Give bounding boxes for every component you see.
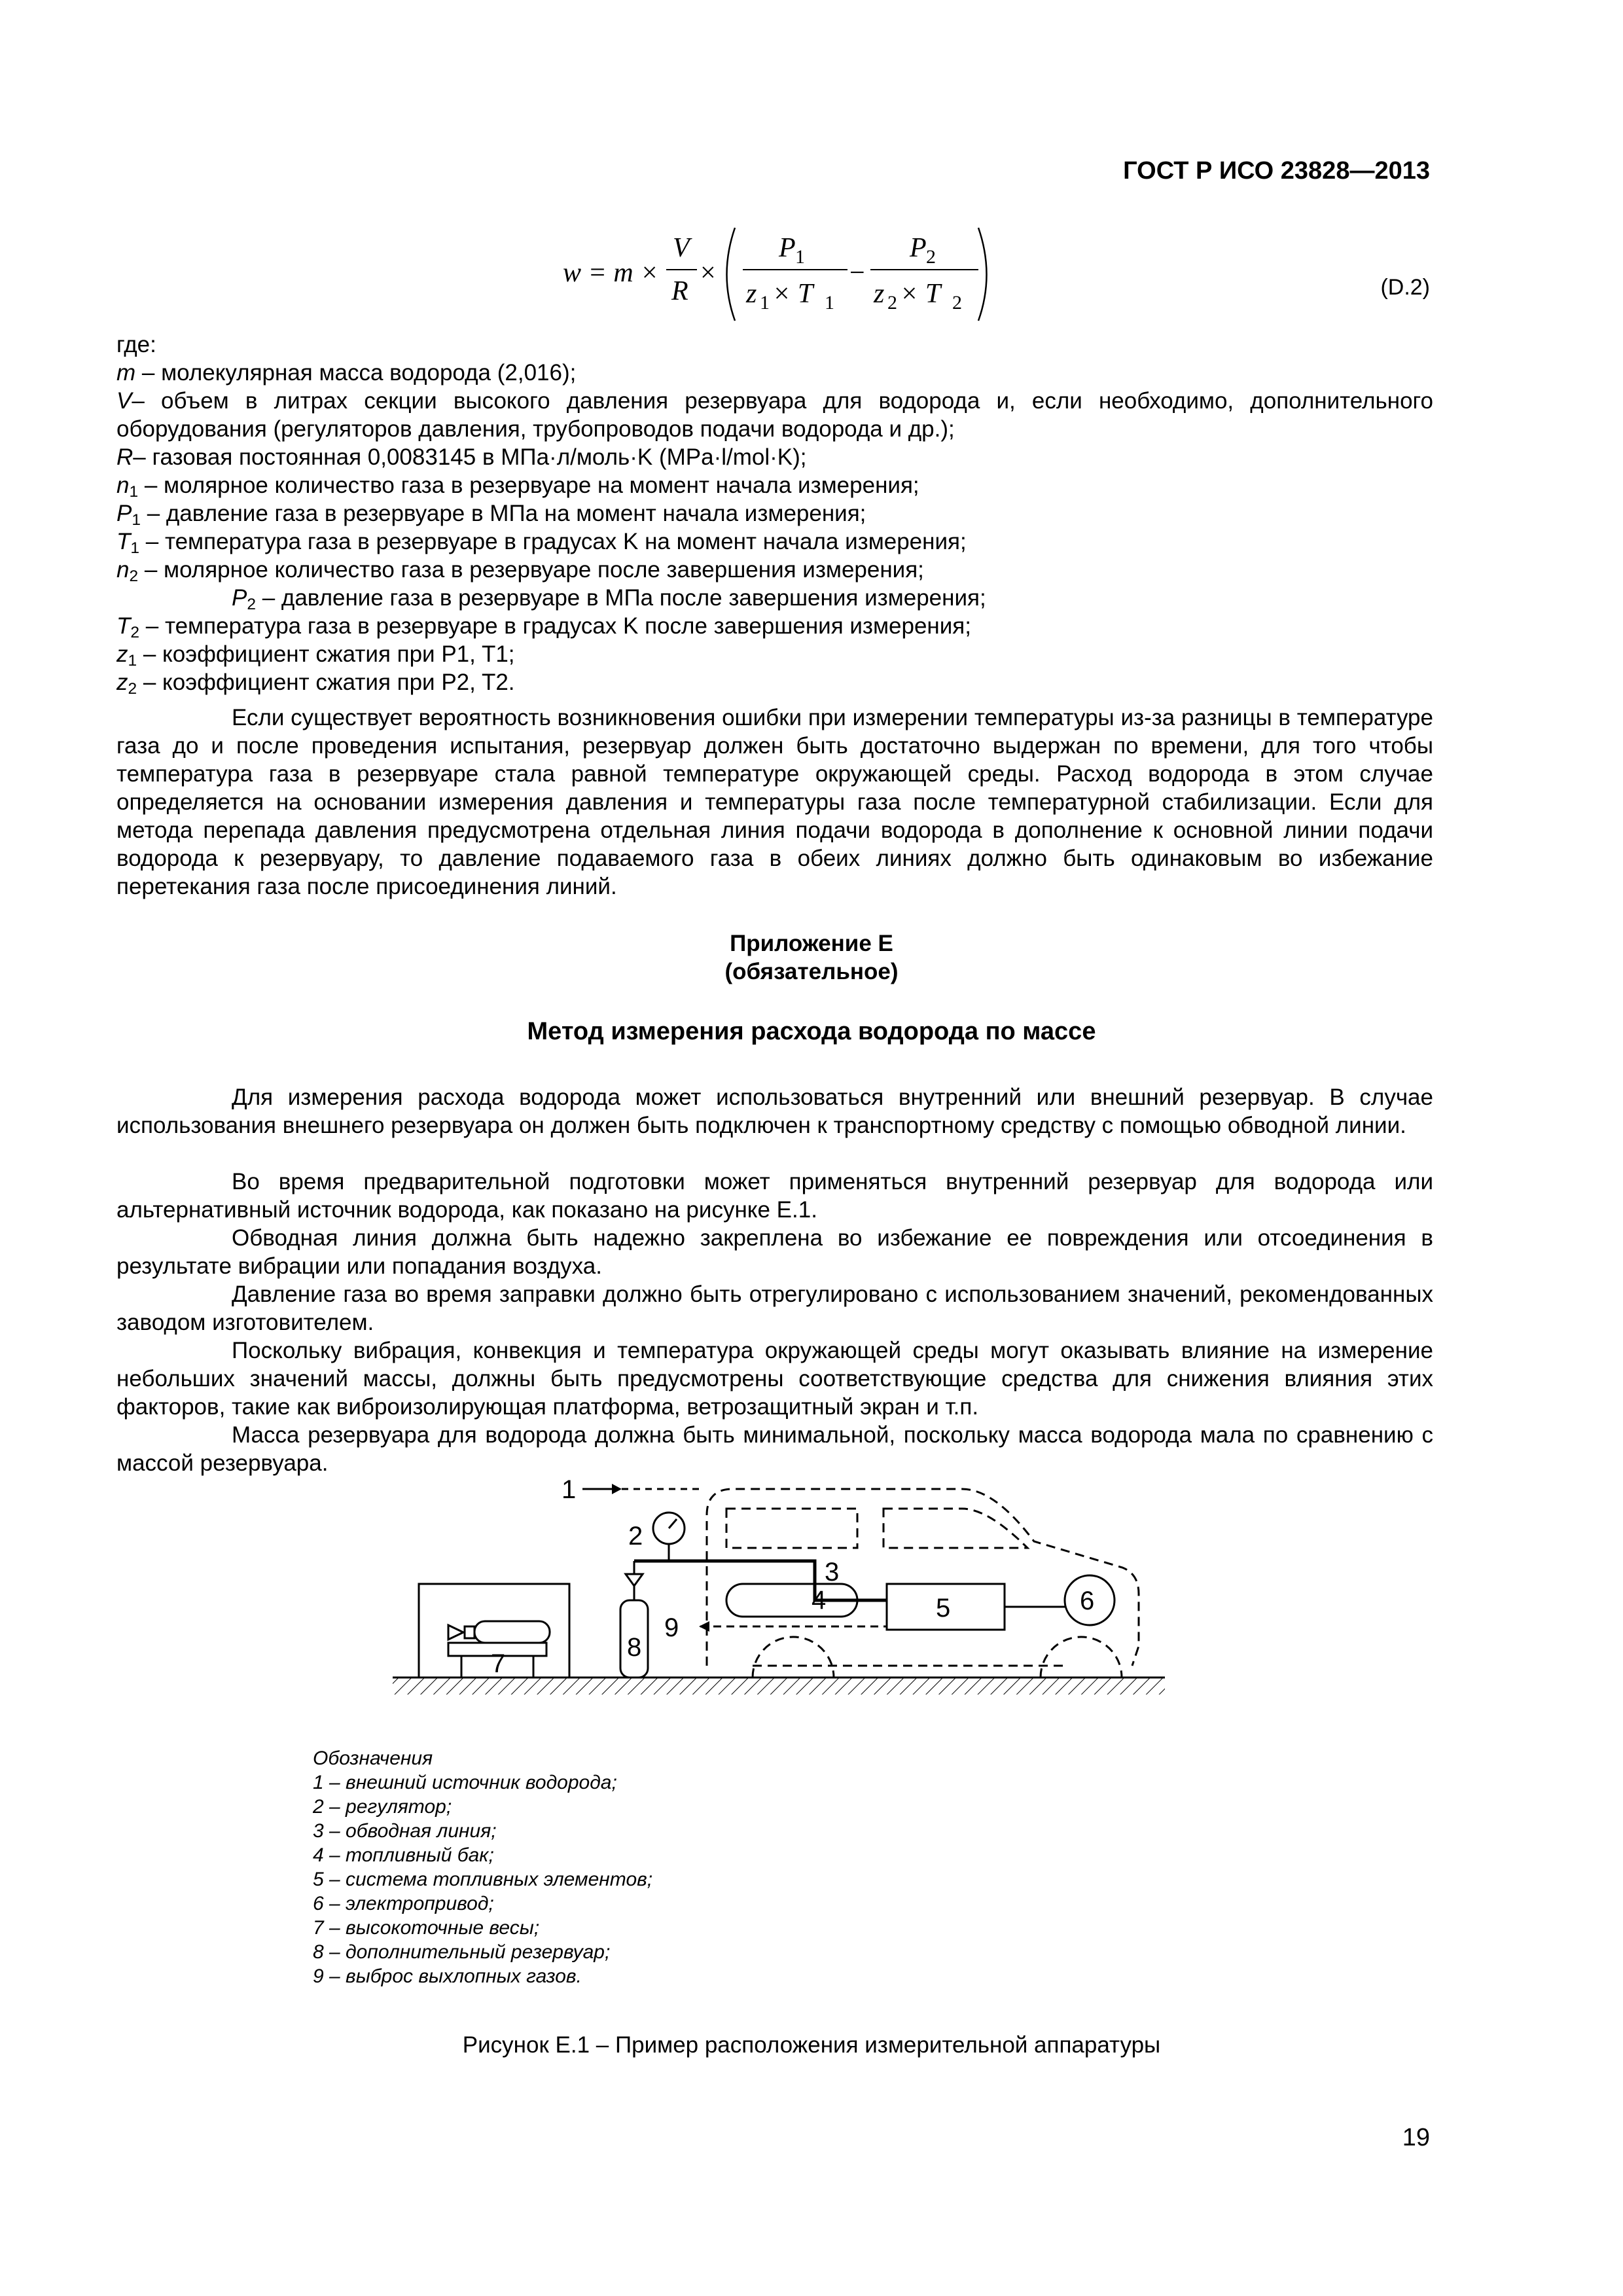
definition-item: V– объем в литрах секции высокого давления резервуара для водорода и, если необходимо, дополнительного — [116, 388, 1433, 414]
fig-label-8: 8 — [627, 1633, 642, 1662]
body-paragraph: Обводная линия должна быть надежно закреплена во избежание ее повреждения или отсоединения в результате вибрации или попадания воздуха. — [116, 1225, 1433, 1279]
legend-item: 5 – система топливных элементов; — [313, 1869, 653, 1890]
eq-z1-sub: 1 — [760, 292, 770, 314]
external-cylinder — [474, 1621, 550, 1643]
legend-item: 4 – топливный бак; — [313, 1844, 494, 1866]
legend-item: 6 – электропривод; — [313, 1893, 494, 1914]
rear-wheel — [753, 1637, 834, 1677]
vehicle-body — [707, 1489, 1139, 1666]
body-paragraph: Для измерения расхода водорода может использоваться внутренний или внешний резервуар. В случае использования внешнего резервуара он должен быть подключен к транспортному средству с помощью обводной линии. — [116, 1085, 1433, 1138]
page-number: 19 — [1402, 2124, 1430, 2151]
annex-title: Приложение E — [730, 931, 893, 956]
eq-v: V — [673, 233, 690, 263]
eq-p2-sub: 2 — [926, 246, 936, 268]
legend-item: 2 – регулятор; — [313, 1796, 452, 1818]
eq-p1: P — [779, 233, 796, 263]
fig-label-9: 9 — [664, 1613, 679, 1642]
definition-item: $z_1$ – коэффициент сжатия при P1, T1; — [116, 641, 515, 670]
eq-p2: P — [910, 233, 927, 263]
fig-label-1: 1 — [562, 1475, 577, 1504]
body-paragraph: Поскольку вибрация, конвекция и температура окружающей среды могут оказывать влияние на измерение небольших значений массы, должны быть предусмотрены соответствующие средства для снижения влияния этих факторов, такие как виброизолирующая платформа, ветрозащитный экран и т.п. — [116, 1338, 1433, 1420]
definition-item: R– газовая постоянная 0,0083145 в МПа·л/моль·K (MPa·l/mol·K); — [116, 444, 807, 470]
fig-label-5: 5 — [936, 1594, 951, 1623]
bypass-line — [634, 1561, 887, 1600]
figure-caption: Рисунок E.1 – Пример расположения измерительной аппаратуры — [462, 2032, 1161, 2058]
definition-item: $n_2$ – молярное количество газа в резервуаре после завершения измерения; — [116, 557, 924, 586]
legend-item: 1 – внешний источник водорода; — [313, 1772, 617, 1793]
legend-item: 7 – высокоточные весы; — [313, 1917, 540, 1939]
equation-number: (D.2) — [1380, 275, 1430, 300]
definition-item: m – молекулярная масса водорода (2,016); — [116, 360, 577, 386]
definitions-list — [116, 331, 1433, 696]
front-wheel — [1041, 1637, 1122, 1677]
svg-text:−: − — [849, 258, 865, 288]
paragraph: Если существует вероятность возникновения ошибки при измерении температуры из-за разницы в температуре газа до и после проведения испытания, резервуар должен быть достаточно выдержан по времени, для того чтобы температура газа в резервуаре стала равной температуре окружающей среды. Расход водорода в этом случае определяется на основании измерения давления и температуры газа после температурной стабилизации. Если для метода перепада давления предусмотрена отдельная линия подачи водорода в дополнение к основной линии подачи водорода к резервуару, то давление подаваемого газа в обеих линиях должно быть одинаковым во избежание перетекания газа после присоединения линий. — [116, 705, 1433, 899]
eq-t2: × T — [900, 279, 941, 309]
figure-e1-diagram — [386, 1469, 1171, 1712]
annex-heading: Метод измерения расхода водорода по массе — [527, 1018, 1096, 1045]
legend-title: Обозначения — [313, 1748, 433, 1769]
body-paragraph: Во время предварительной подготовки может применяться внутренний резервуар для водорода или альтернативный источник водорода, как показано на рисунке E.1. — [116, 1169, 1433, 1223]
legend-item: 8 – дополнительный резервуар; — [313, 1941, 611, 1963]
where-label: где: — [116, 332, 156, 357]
eq-r: R — [671, 276, 688, 306]
fig-label-2: 2 — [628, 1522, 643, 1551]
equation-d2 — [550, 216, 995, 327]
legend-item: 3 – обводная линия; — [313, 1820, 497, 1842]
body-paragraph: Масса резервуара для водорода должна быть минимальной, поскольку масса водорода мала по сравнению с массой резервуара. — [116, 1422, 1433, 1476]
document-header: ГОСТ Р ИСО 23828—2013 — [1123, 157, 1430, 185]
eq-p1-sub: 1 — [795, 246, 805, 268]
definition-item: $T_1$ – температура газа в резервуаре в градусах K на момент начала измерения; — [116, 529, 967, 558]
definition-item: $T_2$ – температура газа в резервуаре в градусах K после завершения измерения; — [116, 613, 971, 642]
annex-status: (обязательное) — [724, 959, 899, 984]
eq-lhs: w = m × — [563, 258, 659, 288]
svg-text:×: × — [700, 258, 716, 288]
ground — [393, 1677, 1165, 1695]
figure-legend — [313, 1746, 652, 1988]
fig-label-4: 4 — [812, 1586, 827, 1615]
definition-item: $P_1$ – давление газа в резервуаре в МПа на момент начала измерения; — [116, 501, 866, 529]
fig-label-7: 7 — [491, 1649, 506, 1678]
eq-t1: × T — [772, 279, 813, 309]
body-paragraph: Давление газа во время заправки должно быть отрегулировано с использованием значений, рекомендованных заводом изготовителем. — [116, 1282, 1433, 1335]
definition-item: оборудования (регуляторов давления, трубопроводов подачи водорода и др.); — [116, 416, 955, 442]
fig-label-3: 3 — [825, 1558, 840, 1587]
eq-z2: z — [874, 279, 885, 309]
definition-item: $n_1$ – молярное количество газа в резервуаре на момент начала измерения; — [116, 473, 919, 501]
eq-z1: z — [746, 279, 757, 309]
eq-z2-sub: 2 — [887, 292, 897, 314]
legend-item: 9 – выброс выхлопных газов. — [313, 1965, 582, 1987]
eq-t1-sub: 1 — [825, 292, 834, 314]
definition-item: $P_2$ – давление газа в резервуаре в МПа после завершения измерения; — [232, 585, 986, 614]
eq-t2-sub: 2 — [952, 292, 962, 314]
definition-item: $z_2$ – коэффициент сжатия при P2, T2. — [116, 670, 515, 698]
fig-label-6: 6 — [1080, 1587, 1095, 1615]
